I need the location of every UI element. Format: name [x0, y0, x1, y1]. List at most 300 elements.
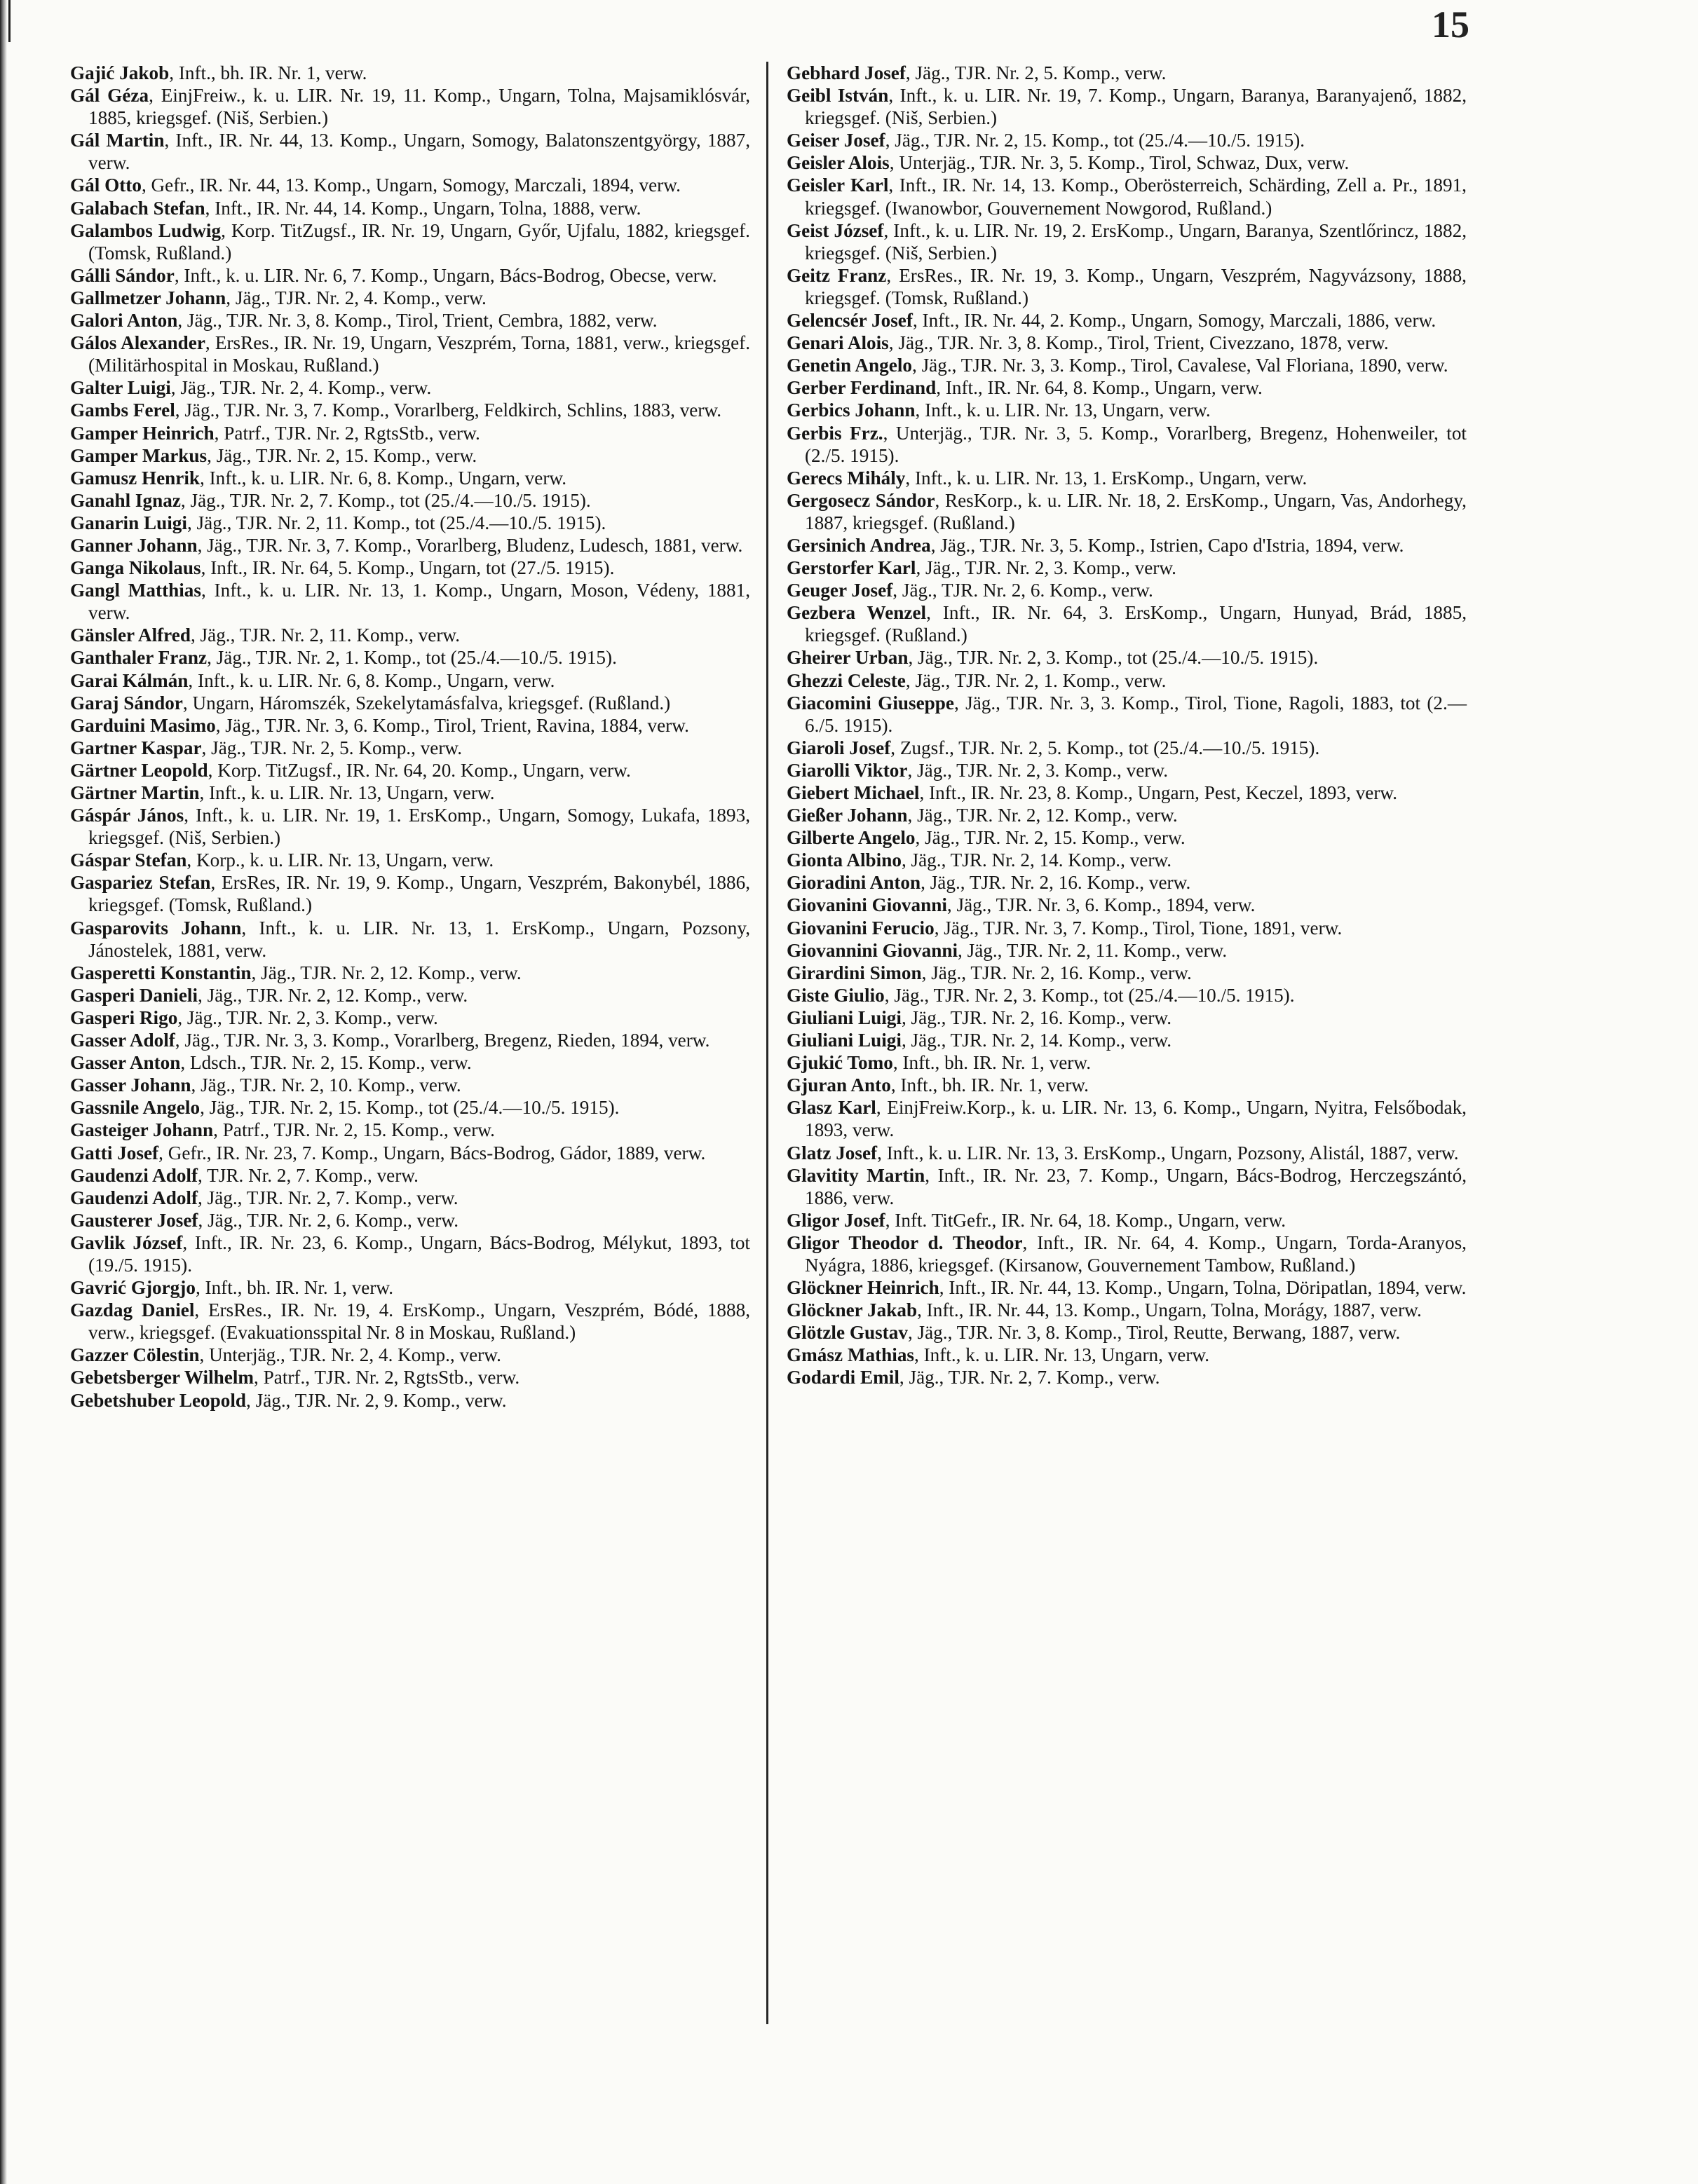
entry-name: Giuliani Luigi: [787, 1030, 902, 1051]
entry-details: , Jäg., TJR. Nr. 2, 9. Komp., verw.: [246, 1389, 507, 1411]
entry-name: Garai Kálmán: [70, 669, 189, 691]
casualty-entry: [787, 1006, 1467, 1029]
casualty-entry: [70, 759, 750, 782]
entry-name: Gheirer Urban: [787, 647, 909, 669]
casualty-entry: [787, 1096, 1467, 1141]
entry-details: , Ungarn, Háromszék, Szekelytamásfalva, kriegsgef. (Rußland.): [182, 692, 671, 714]
casualty-entry: [787, 174, 1467, 219]
entry-details: , Jäg., TJR. Nr. 2, 3. Komp., tot (25./4.—10./5. 1915).: [908, 647, 1319, 669]
casualty-entry: [70, 1276, 750, 1299]
casualty-entry: [70, 1142, 750, 1164]
casualty-entry: [787, 894, 1467, 916]
entry-details: , Inft., k. u. LIR. Nr. 13, 1. Komp., Ungarn, Moson, Védeny, 1881, verw.: [88, 580, 750, 624]
entry-name: Gál Otto: [70, 175, 142, 196]
casualty-entry: [70, 962, 750, 984]
casualty-entry: [70, 557, 750, 579]
entry-name: Gasser Anton: [70, 1052, 181, 1074]
entry-name: Gausterer Josef: [70, 1209, 198, 1231]
entry-name: Galter Luigi: [70, 377, 171, 399]
entry-name: Giste Giulio: [787, 984, 885, 1006]
casualty-entry: [70, 849, 750, 871]
entry-name: Gärtner Martin: [70, 782, 200, 803]
casualty-entry: [70, 1187, 750, 1209]
casualty-entry: [70, 489, 750, 512]
entry-name: Geibl István: [787, 85, 889, 107]
entry-name: Geuger Josef: [787, 580, 893, 601]
entry-name: Gálli Sándor: [70, 264, 175, 286]
entry-details: , Inft., IR. Nr. 64, 8. Komp., Ungarn, verw.: [936, 377, 1263, 399]
entry-name: Gebhard Josef: [787, 62, 906, 83]
entry-details: , ErsRes., IR. Nr. 19, 3. Komp., Ungarn, Veszprém, Nagyvázsony, 1888, kriegsgef. (Tomsk, Rußland.): [805, 264, 1467, 308]
casualty-entry: [787, 467, 1467, 489]
casualty-entry: [787, 759, 1467, 782]
casualty-entry: [70, 129, 750, 174]
entry-name: Gerbics Johann: [787, 400, 916, 421]
casualty-entry: [787, 1209, 1467, 1231]
entry-name: Gerecs Mihály: [787, 467, 906, 489]
entry-details: , Jäg., TJR. Nr. 3, 7. Komp., Vorarlberg, Bludenz, Ludesch, 1881, verw.: [197, 534, 743, 556]
casualty-entry: [70, 646, 750, 669]
entry-name: Gergosecz Sándor: [787, 489, 935, 511]
entry-details: , Jäg., TJR. Nr. 2, 3. Komp., verw.: [177, 1006, 438, 1028]
entry-details: , Inft., IR. Nr. 44, 2. Komp., Ungarn, Somogy, Marczali, 1886, verw.: [912, 310, 1436, 332]
entry-name: Genetin Angelo: [787, 355, 912, 376]
entry-details: , Jäg., TJR. Nr. 2, 11. Komp., tot (25./4.—10./5. 1915).: [186, 512, 606, 533]
entry-name: Ganarin Luigi: [70, 512, 187, 533]
entry-name: Gerber Ferdinand: [787, 377, 937, 399]
casualty-entry: [787, 646, 1467, 669]
entry-details: , ErsRes., IR. Nr. 19, Ungarn, Veszprém, Torna, 1881, verw., kriegsgef. (Militärhospital in Moskau, Rußland.): [88, 332, 750, 376]
entry-details: , Inft., k. u. LIR. Nr. 13, 1. ErsKomp., Ungarn, Pozsony, Jánostelek, 1881, verw.: [88, 917, 750, 961]
entry-details: , EinjFreiw., k. u. LIR. Nr. 19, 11. Komp., Ungarn, Tolna, Majsamiklósvár, 1885, kriegsgef. (Niš, Serbien.): [88, 85, 751, 129]
entry-name: Gmász Mathias: [787, 1344, 914, 1366]
entry-name: Gelencsér Josef: [787, 310, 913, 332]
entry-name: Glötzle Gustav: [787, 1322, 908, 1344]
entry-name: Giaroli Josef: [787, 737, 891, 758]
entry-name: Gaudenzi Adolf: [70, 1164, 198, 1186]
scan-left-edge-shadow: [0, 0, 7, 2184]
casualty-entry: [70, 1299, 750, 1344]
entry-details: , Jäg., TJR. Nr. 2, 1. Komp., tot (25./4.—10./5. 1915).: [207, 647, 617, 669]
entry-name: Gamper Heinrich: [70, 422, 215, 444]
entry-name: Gänsler Alfred: [70, 625, 191, 646]
entry-details: , Korp. TitZugsf., IR. Nr. 19, Ungarn, Győr, Ujfalu, 1882, kriegsgef. (Tomsk, Rußland.): [88, 219, 750, 264]
entry-details: , ErsRes., IR. Nr. 19, 4. ErsKomp., Ungarn, Veszprém, Bódé, 1888, verw., kriegsgef. (Evakuationsspital Nr. 8 in Moskau, Rußland.): [88, 1299, 750, 1344]
entry-details: , Jäg., TJR. Nr. 2, 12. Komp., verw.: [198, 984, 468, 1006]
casualty-entry: [70, 624, 750, 646]
entry-name: Godardi Emil: [787, 1367, 899, 1388]
casualty-entry: [787, 1231, 1467, 1276]
entry-details: , EinjFreiw.Korp., k. u. LIR. Nr. 13, 6. Komp., Ungarn, Nyitra, Felsőbodak, 1893, verw.: [805, 1097, 1467, 1141]
entry-details: , Gefr., IR. Nr. 23, 7. Komp., Ungarn, Bács-Bodrog, Gádor, 1889, verw.: [158, 1142, 706, 1163]
casualty-entry: [787, 1051, 1467, 1074]
casualty-entry: [70, 917, 750, 962]
casualty-entry: [70, 399, 750, 421]
entry-details: , Zugsf., TJR. Nr. 2, 5. Komp., tot (25./4.—10./5. 1915).: [890, 737, 1320, 758]
entry-details: , Jäg., TJR. Nr. 2, 16. Komp., verw.: [921, 962, 1192, 983]
entry-details: , Jäg., TJR. Nr. 2, 14. Komp., verw.: [901, 1030, 1172, 1051]
entry-details: , Inft., k. u. LIR. Nr. 13, Ungarn, verw.: [915, 400, 1211, 421]
casualty-entry: [70, 669, 750, 692]
casualty-entry: [787, 962, 1467, 984]
entry-name: Gjuran Anto: [787, 1074, 891, 1096]
entry-name: Gligor Josef: [787, 1209, 885, 1231]
left-column: [70, 62, 750, 1412]
entry-details: , Jäg., TJR. Nr. 2, 12. Komp., verw.: [907, 805, 1178, 826]
entry-name: Gezbera Wenzel: [787, 602, 927, 624]
entry-details: , Korp., k. u. LIR. Nr. 13, Ungarn, verw.: [186, 849, 494, 871]
casualty-entry: [70, 1344, 750, 1366]
entry-details: , Gefr., IR. Nr. 44, 13. Komp., Ungarn, Somogy, Marczali, 1894, verw.: [141, 175, 681, 196]
casualty-entry: [787, 1276, 1467, 1299]
entry-name: Giovanini Giovanni: [787, 894, 947, 916]
casualty-entry: [70, 309, 750, 332]
casualty-entry: [787, 1029, 1467, 1051]
entry-details: , Jäg., TJR. Nr. 2, 10. Komp., verw.: [191, 1074, 461, 1096]
entry-name: Genari Alois: [787, 332, 889, 354]
casualty-entry: [787, 804, 1467, 826]
casualty-entry: [787, 422, 1467, 467]
casualty-entry: [787, 1164, 1467, 1209]
casualty-entry: [70, 1231, 750, 1276]
entry-name: Gassnile Angelo: [70, 1097, 201, 1119]
entry-name: Glavitity Martin: [787, 1164, 925, 1186]
entry-name: Gallmetzer Johann: [70, 287, 226, 308]
entry-details: , Jäg., TJR. Nr. 2, 15. Komp., verw.: [207, 444, 477, 466]
casualty-entry: [787, 579, 1467, 601]
casualty-entry: [70, 287, 750, 309]
casualty-entry: [70, 871, 750, 916]
entry-details: , Inft. TitGefr., IR. Nr. 64, 18. Komp., Ungarn, verw.: [885, 1209, 1286, 1231]
casualty-entry: [787, 129, 1467, 151]
entry-name: Gáspar Stefan: [70, 849, 187, 871]
right-column: [787, 62, 1467, 1389]
entry-name: Glöckner Jakab: [787, 1299, 918, 1321]
entry-details: , Jäg., TJR. Nr. 3, 8. Komp., Tirol, Reutte, Berwang, 1887, verw.: [907, 1322, 1401, 1344]
entry-name: Gaudenzi Adolf: [70, 1187, 198, 1208]
entry-name: Geisler Karl: [787, 175, 889, 196]
entry-details: , Inft., IR. Nr. 44, 13. Komp., Ungarn, Tolna, Döripatlan, 1894, verw.: [939, 1277, 1467, 1299]
entry-details: , Jäg., TJR. Nr. 3, 7. Komp., Vorarlberg, Feldkirch, Schlins, 1883, verw.: [175, 400, 722, 421]
entry-name: Gligor Theodor d. Theodor: [787, 1231, 1023, 1253]
casualty-entry: [787, 849, 1467, 871]
entry-details: , Jäg., TJR. Nr. 3, 3. Komp., Tirol, Cavalese, Val Floriana, 1890, verw.: [912, 355, 1448, 376]
entry-name: Glatz Josef: [787, 1142, 878, 1163]
entry-details: , Jäg., TJR. Nr. 3, 6. Komp., Tirol, Trient, Ravina, 1884, verw.: [215, 714, 689, 736]
entry-name: Gálos Alexander: [70, 332, 205, 354]
entry-details: , Inft., k. u. LIR. Nr. 13, Ungarn, verw.: [914, 1344, 1210, 1366]
entry-name: Gartner Kaspar: [70, 737, 202, 758]
casualty-entry: [70, 534, 750, 557]
entry-name: Gál Géza: [70, 85, 149, 107]
casualty-entry: [787, 534, 1467, 557]
casualty-entry: [70, 1209, 750, 1231]
entry-details: , Inft., k. u. LIR. Nr. 13, 3. ErsKomp., Ungarn, Pozsony, Alistál, 1887, verw.: [877, 1142, 1459, 1163]
entry-name: Galambos Ludwig: [70, 219, 222, 241]
entry-name: Gjukić Tomo: [787, 1052, 893, 1074]
casualty-entry: [787, 332, 1467, 354]
casualty-entry: [70, 219, 750, 264]
casualty-entry: [787, 489, 1467, 534]
casualty-entry: [787, 219, 1467, 264]
entry-details: , Jäg., TJR. Nr. 2, 7. Komp., verw.: [899, 1367, 1160, 1388]
casualty-entry: [787, 1074, 1467, 1096]
entry-details: , Korp. TitZugsf., IR. Nr. 64, 20. Komp., Ungarn, verw.: [208, 759, 631, 781]
entry-name: Geitz Franz: [787, 264, 887, 286]
casualty-entry: [787, 1321, 1467, 1344]
entry-name: Glasz Karl: [787, 1097, 876, 1119]
entry-details: , Jäg., TJR. Nr. 2, 16. Komp., verw.: [901, 1006, 1172, 1028]
casualty-entry: [70, 737, 750, 759]
entry-details: , Ldsch., TJR. Nr. 2, 15. Komp., verw.: [180, 1052, 472, 1074]
entry-details: , Inft., bh. IR. Nr. 1, verw.: [169, 62, 367, 83]
casualty-entry: [70, 422, 750, 444]
entry-details: , ResKorp., k. u. LIR. Nr. 18, 2. ErsKomp., Ungarn, Vas, Andorhegy, 1887, kriegsgef. (Rußland.): [805, 489, 1467, 533]
entry-details: , Jäg., TJR. Nr. 2, 14. Komp., verw.: [901, 849, 1172, 871]
entry-name: Gersinich Andrea: [787, 534, 931, 556]
casualty-entry: [70, 714, 750, 737]
entry-details: , Inft., k. u. LIR. Nr. 13, Ungarn, verw.: [199, 782, 495, 803]
casualty-entry: [787, 871, 1467, 894]
entry-details: , Inft., k. u. LIR. Nr. 6, 8. Komp., Ungarn, verw.: [188, 669, 555, 691]
casualty-entry: [70, 467, 750, 489]
casualty-entry: [70, 444, 750, 467]
casualty-entry: [70, 376, 750, 399]
casualty-entry: [787, 84, 1467, 129]
entry-name: Gangl Matthias: [70, 580, 201, 601]
entry-name: Gießer Johann: [787, 805, 908, 826]
casualty-entry: [70, 782, 750, 804]
entry-name: Gambs Ferel: [70, 400, 175, 421]
entry-name: Ganner Johann: [70, 534, 198, 556]
entry-name: Galabach Stefan: [70, 197, 205, 219]
entry-details: , Inft., IR. Nr. 23, 8. Komp., Ungarn, Pest, Keczel, 1893, verw.: [919, 782, 1398, 803]
casualty-entry: [787, 601, 1467, 646]
casualty-entry: [70, 1096, 750, 1119]
casualty-entry: [787, 376, 1467, 399]
casualty-entry: [70, 579, 750, 624]
entry-name: Gasser Adolf: [70, 1030, 175, 1051]
entry-details: , Jäg., TJR. Nr. 3, 3. Komp., Vorarlberg, Bregenz, Rieden, 1894, verw.: [175, 1030, 710, 1051]
entry-details: , Jäg., TJR. Nr. 3, 8. Komp., Tirol, Trient, Civezzano, 1878, verw.: [888, 332, 1389, 354]
entry-name: Garduini Masimo: [70, 714, 216, 736]
entry-details: , Unterjäg., TJR. Nr. 3, 5. Komp., Vorarlberg, Bregenz, Hohenweiler, tot (2./5. 1915).: [805, 422, 1467, 466]
entry-details: , Inft., bh. IR. Nr. 1, verw.: [892, 1052, 1091, 1074]
entry-name: Gilberte Angelo: [787, 827, 916, 849]
entry-name: Gaspariez Stefan: [70, 872, 211, 894]
casualty-entry: [70, 1119, 750, 1141]
entry-name: Giovanini Ferucio: [787, 917, 935, 939]
entry-name: Gamusz Henrik: [70, 467, 201, 489]
entry-details: , Jäg., TJR. Nr. 3, 5. Komp., Istrien, Capo d'Istria, 1894, verw.: [930, 534, 1404, 556]
entry-details: , Inft., IR. Nr. 44, 14. Komp., Ungarn, Tolna, 1888, verw.: [205, 197, 641, 219]
entry-details: , ErsRes, IR. Nr. 19, 9. Komp., Ungarn, Veszprém, Bakonybél, 1886, kriegsgef. (Tomsk, Rußland.): [88, 872, 750, 916]
entry-name: Gavlik József: [70, 1231, 183, 1253]
entry-name: Gerstorfer Karl: [787, 557, 916, 579]
casualty-entry: [70, 1164, 750, 1187]
entry-details: , Jäg., TJR. Nr. 3, 8. Komp., Tirol, Trient, Cembra, 1882, verw.: [177, 310, 658, 332]
entry-details: , Jäg., TJR. Nr. 2, 4. Komp., verw.: [170, 377, 432, 399]
entry-details: , Jäg., TJR. Nr. 3, 7. Komp., Tirol, Tione, 1891, verw.: [934, 917, 1343, 939]
entry-details: , Jäg., TJR. Nr. 2, 15. Komp., verw.: [915, 827, 1186, 849]
entry-name: Gál Martin: [70, 130, 165, 151]
entry-details: , Jäg., TJR. Nr. 2, 16. Komp., verw.: [921, 872, 1191, 894]
entry-details: , Jäg., TJR. Nr. 2, 6. Komp., verw.: [198, 1209, 459, 1231]
casualty-entry: [70, 84, 750, 129]
entry-details: , Patrf., TJR. Nr. 2, 15. Komp., verw.: [213, 1119, 495, 1141]
casualty-entry: [70, 984, 750, 1006]
entry-details: , Jäg., TJR. Nr. 2, 4. Komp., verw.: [226, 287, 487, 308]
entry-details: , Unterjäg., TJR. Nr. 2, 4. Komp., verw.: [199, 1344, 501, 1366]
casualty-entry: [70, 1006, 750, 1029]
casualty-entry: [787, 782, 1467, 804]
scan-top-left-mark: [8, 0, 11, 42]
entry-name: Gioradini Anton: [787, 872, 921, 894]
entry-name: Gasperi Danieli: [70, 984, 198, 1006]
entry-name: Gärtner Leopold: [70, 759, 208, 781]
casualty-entry: [787, 354, 1467, 376]
entry-details: , Jäg., TJR. Nr. 2, 7. Komp., tot (25./4.—10./5. 1915).: [180, 489, 591, 511]
casualty-entry: [70, 804, 750, 849]
casualty-entry: [787, 1299, 1467, 1321]
casualty-entry: [787, 917, 1467, 939]
casualty-entry: [787, 984, 1467, 1006]
entry-name: Gatti Josef: [70, 1142, 159, 1163]
casualty-entry: [787, 151, 1467, 174]
entry-name: Gáspár János: [70, 805, 184, 826]
casualty-entry: [70, 332, 750, 376]
entry-name: Gasteiger Johann: [70, 1119, 214, 1141]
casualty-entry: [70, 174, 750, 196]
casualty-entry: [70, 692, 750, 714]
entry-name: Gazdag Daniel: [70, 1299, 195, 1321]
entry-name: Gerbis Frz.: [787, 422, 883, 444]
casualty-entry: [787, 826, 1467, 849]
entry-name: Glöckner Heinrich: [787, 1277, 939, 1299]
casualty-entry: [787, 1142, 1467, 1164]
entry-name: Galori Anton: [70, 310, 178, 332]
entry-details: , Inft., k. u. LIR. Nr. 13, 1. ErsKomp., Ungarn, verw.: [905, 467, 1308, 489]
casualty-entry: [787, 557, 1467, 579]
entry-name: Giebert Michael: [787, 782, 920, 803]
entry-details: , Inft., IR. Nr. 23, 7. Komp., Ungarn, Bács-Bodrog, Herczegszántó, 1886, verw.: [805, 1164, 1467, 1208]
entry-details: , Inft., IR. Nr. 44, 13. Komp., Ungarn, Tolna, Morágy, 1887, verw.: [917, 1299, 1422, 1321]
entry-details: , Jäg., TJR. Nr. 2, 3. Komp., verw.: [907, 759, 1168, 781]
entry-details: , Patrf., TJR. Nr. 2, RgtsStb., verw.: [214, 422, 480, 444]
entry-name: Geiser Josef: [787, 130, 885, 151]
entry-details: , Jäg., TJR. Nr. 2, 15. Komp., tot (25./4.—10./5. 1915).: [200, 1097, 620, 1119]
casualty-entry: [70, 1389, 750, 1412]
casualty-entry: [70, 1029, 750, 1051]
entry-details: , Jäg., TJR. Nr. 2, 7. Komp., verw.: [198, 1187, 459, 1208]
entry-details: , Patrf., TJR. Nr. 2, RgtsStb., verw.: [254, 1367, 520, 1388]
entry-details: , Jäg., TJR. Nr. 2, 12. Komp., verw.: [251, 962, 522, 983]
casualty-entry: [70, 1366, 750, 1388]
entry-details: , Jäg., TJR. Nr. 2, 3. Komp., tot (25./4.—10./5. 1915).: [884, 984, 1295, 1006]
page-number: 15: [1432, 4, 1469, 46]
entry-details: , Inft., bh. IR. Nr. 1, verw.: [890, 1074, 1089, 1096]
casualty-entry: [787, 1344, 1467, 1366]
casualty-entry: [787, 939, 1467, 962]
entry-name: Giuliani Luigi: [787, 1006, 902, 1028]
entry-details: , Jäg., TJR. Nr. 2, 15. Komp., tot (25./4.—10./5. 1915).: [885, 130, 1305, 151]
entry-details: , Jäg., TJR. Nr. 3, 6. Komp., 1894, verw.: [946, 894, 1256, 916]
entry-name: Ganthaler Franz: [70, 647, 208, 669]
casualty-entry: [70, 1051, 750, 1074]
entry-details: , Inft., k. u. LIR. Nr. 19, 2. ErsKomp., Ungarn, Baranya, Szentlőrincz, 1882, kriegsgef. (Niš, Serbien.): [805, 219, 1467, 264]
casualty-entry: [787, 1366, 1467, 1388]
entry-name: Ghezzi Celeste: [787, 669, 906, 691]
entry-name: Giacomini Giuseppe: [787, 692, 954, 714]
casualty-entry: [787, 309, 1467, 332]
entry-details: , Jäg., TJR. Nr. 2, 3. Komp., verw.: [916, 557, 1176, 579]
entry-details: , Inft., IR. Nr. 64, 5. Komp., Ungarn, tot (27./5. 1915).: [201, 557, 615, 579]
entry-name: Girardini Simon: [787, 962, 922, 983]
casualty-entry: [787, 62, 1467, 84]
entry-name: Gajić Jakob: [70, 62, 170, 83]
entry-name: Giarolli Viktor: [787, 759, 908, 781]
entry-name: Gasperetti Konstantin: [70, 962, 252, 983]
casualty-entry: [70, 197, 750, 219]
entry-name: Gamper Markus: [70, 444, 208, 466]
entry-details: , Inft., k. u. LIR. Nr. 6, 7. Komp., Ungarn, Bács-Bodrog, Obecse, verw.: [174, 264, 717, 286]
entry-details: , Inft., IR. Nr. 23, 6. Komp., Ungarn, Bács-Bodrog, Mélykut, 1893, tot (19./5. 1915).: [88, 1231, 750, 1276]
casualty-entry: [787, 264, 1467, 309]
entry-details: , Inft., k. u. LIR. Nr. 6, 8. Komp., Ungarn, verw.: [200, 467, 567, 489]
entry-details: , Inft., IR. Nr. 64, 3. ErsKomp., Ungarn, Hunyad, Brád, 1885, kriegsgef. (Rußland.): [805, 602, 1467, 646]
entry-details: , Jäg., TJR. Nr. 2, 6. Komp., verw.: [892, 580, 1153, 601]
entry-name: Geist József: [787, 219, 884, 241]
entry-details: , Inft., k. u. LIR. Nr. 19, 1. ErsKomp., Ungarn, Somogy, Lukafa, 1893, kriegsgef. (Niš, Serbien.): [88, 805, 751, 849]
casualty-entry: [70, 264, 750, 287]
entry-name: Gebetshuber Leopold: [70, 1389, 247, 1411]
entry-name: Gebetsberger Wilhelm: [70, 1367, 254, 1388]
entry-name: Geisler Alois: [787, 152, 890, 174]
entry-details: , Inft., IR. Nr. 44, 13. Komp., Ungarn, Somogy, Balatonszentgyörgy, 1887, verw.: [88, 130, 750, 174]
entry-name: Giovannini Giovanni: [787, 939, 958, 961]
entry-details: , Jäg., TJR. Nr. 2, 1. Komp., verw.: [905, 669, 1167, 691]
entry-details: , Jäg., TJR. Nr. 2, 5. Komp., verw.: [201, 737, 463, 758]
casualty-entry: [787, 737, 1467, 759]
casualty-entry: [787, 669, 1467, 692]
column-divider: [766, 62, 768, 2024]
entry-name: Garaj Sándor: [70, 692, 183, 714]
entry-name: Ganga Nikolaus: [70, 557, 201, 579]
entry-details: , Jäg., TJR. Nr. 2, 5. Komp., verw.: [905, 62, 1167, 83]
entry-details: , Inft., IR. Nr. 64, 4. Komp., Ungarn, Torda-Aranyos, Nyágra, 1886, kriegsgef. (Kirsanow, Gouvernement Tambow, Rußland.): [805, 1231, 1467, 1276]
entry-details: , Inft., k. u. LIR. Nr. 19, 7. Komp., Ungarn, Baranya, Baranyajenő, 1882, kriegsgef. (Niš, Serbien.): [805, 85, 1467, 129]
casualty-entry: [787, 692, 1467, 737]
casualty-entry: [787, 399, 1467, 421]
entry-name: Gionta Albino: [787, 849, 902, 871]
entry-details: , Jäg., TJR. Nr. 3, 3. Komp., Tirol, Tione, Ragoli, 1883, tot (2.—6./5. 1915).: [805, 692, 1467, 736]
casualty-entry: [70, 1074, 750, 1096]
entry-details: , Jäg., TJR. Nr. 2, 11. Komp., verw.: [190, 625, 461, 646]
entry-name: Gasparovits Johann: [70, 917, 242, 939]
entry-name: Gazzer Cölestin: [70, 1344, 200, 1366]
entry-details: , Unterjäg., TJR. Nr. 3, 5. Komp., Tirol, Schwaz, Dux, verw.: [889, 152, 1350, 174]
entry-details: , Inft., bh. IR. Nr. 1, verw.: [195, 1277, 394, 1299]
entry-details: , Inft., IR. Nr. 14, 13. Komp., Oberösterreich, Schärding, Zell a. Pr., 1891, kriegsgef. (Iwanowbor, Gouvernement Nowgorod, Rußland.): [805, 175, 1467, 219]
casualty-entry: [70, 62, 750, 84]
entry-name: Gasperi Rigo: [70, 1006, 178, 1028]
entry-details: , TJR. Nr. 2, 7. Komp., verw.: [198, 1164, 419, 1186]
entry-name: Gasser Johann: [70, 1074, 191, 1096]
entry-name: Ganahl Ignaz: [70, 489, 181, 511]
entry-name: Gavrić Gjorgjo: [70, 1277, 196, 1299]
entry-details: , Jäg., TJR. Nr. 2, 11. Komp., verw.: [958, 939, 1228, 961]
casualty-entry: [70, 512, 750, 534]
